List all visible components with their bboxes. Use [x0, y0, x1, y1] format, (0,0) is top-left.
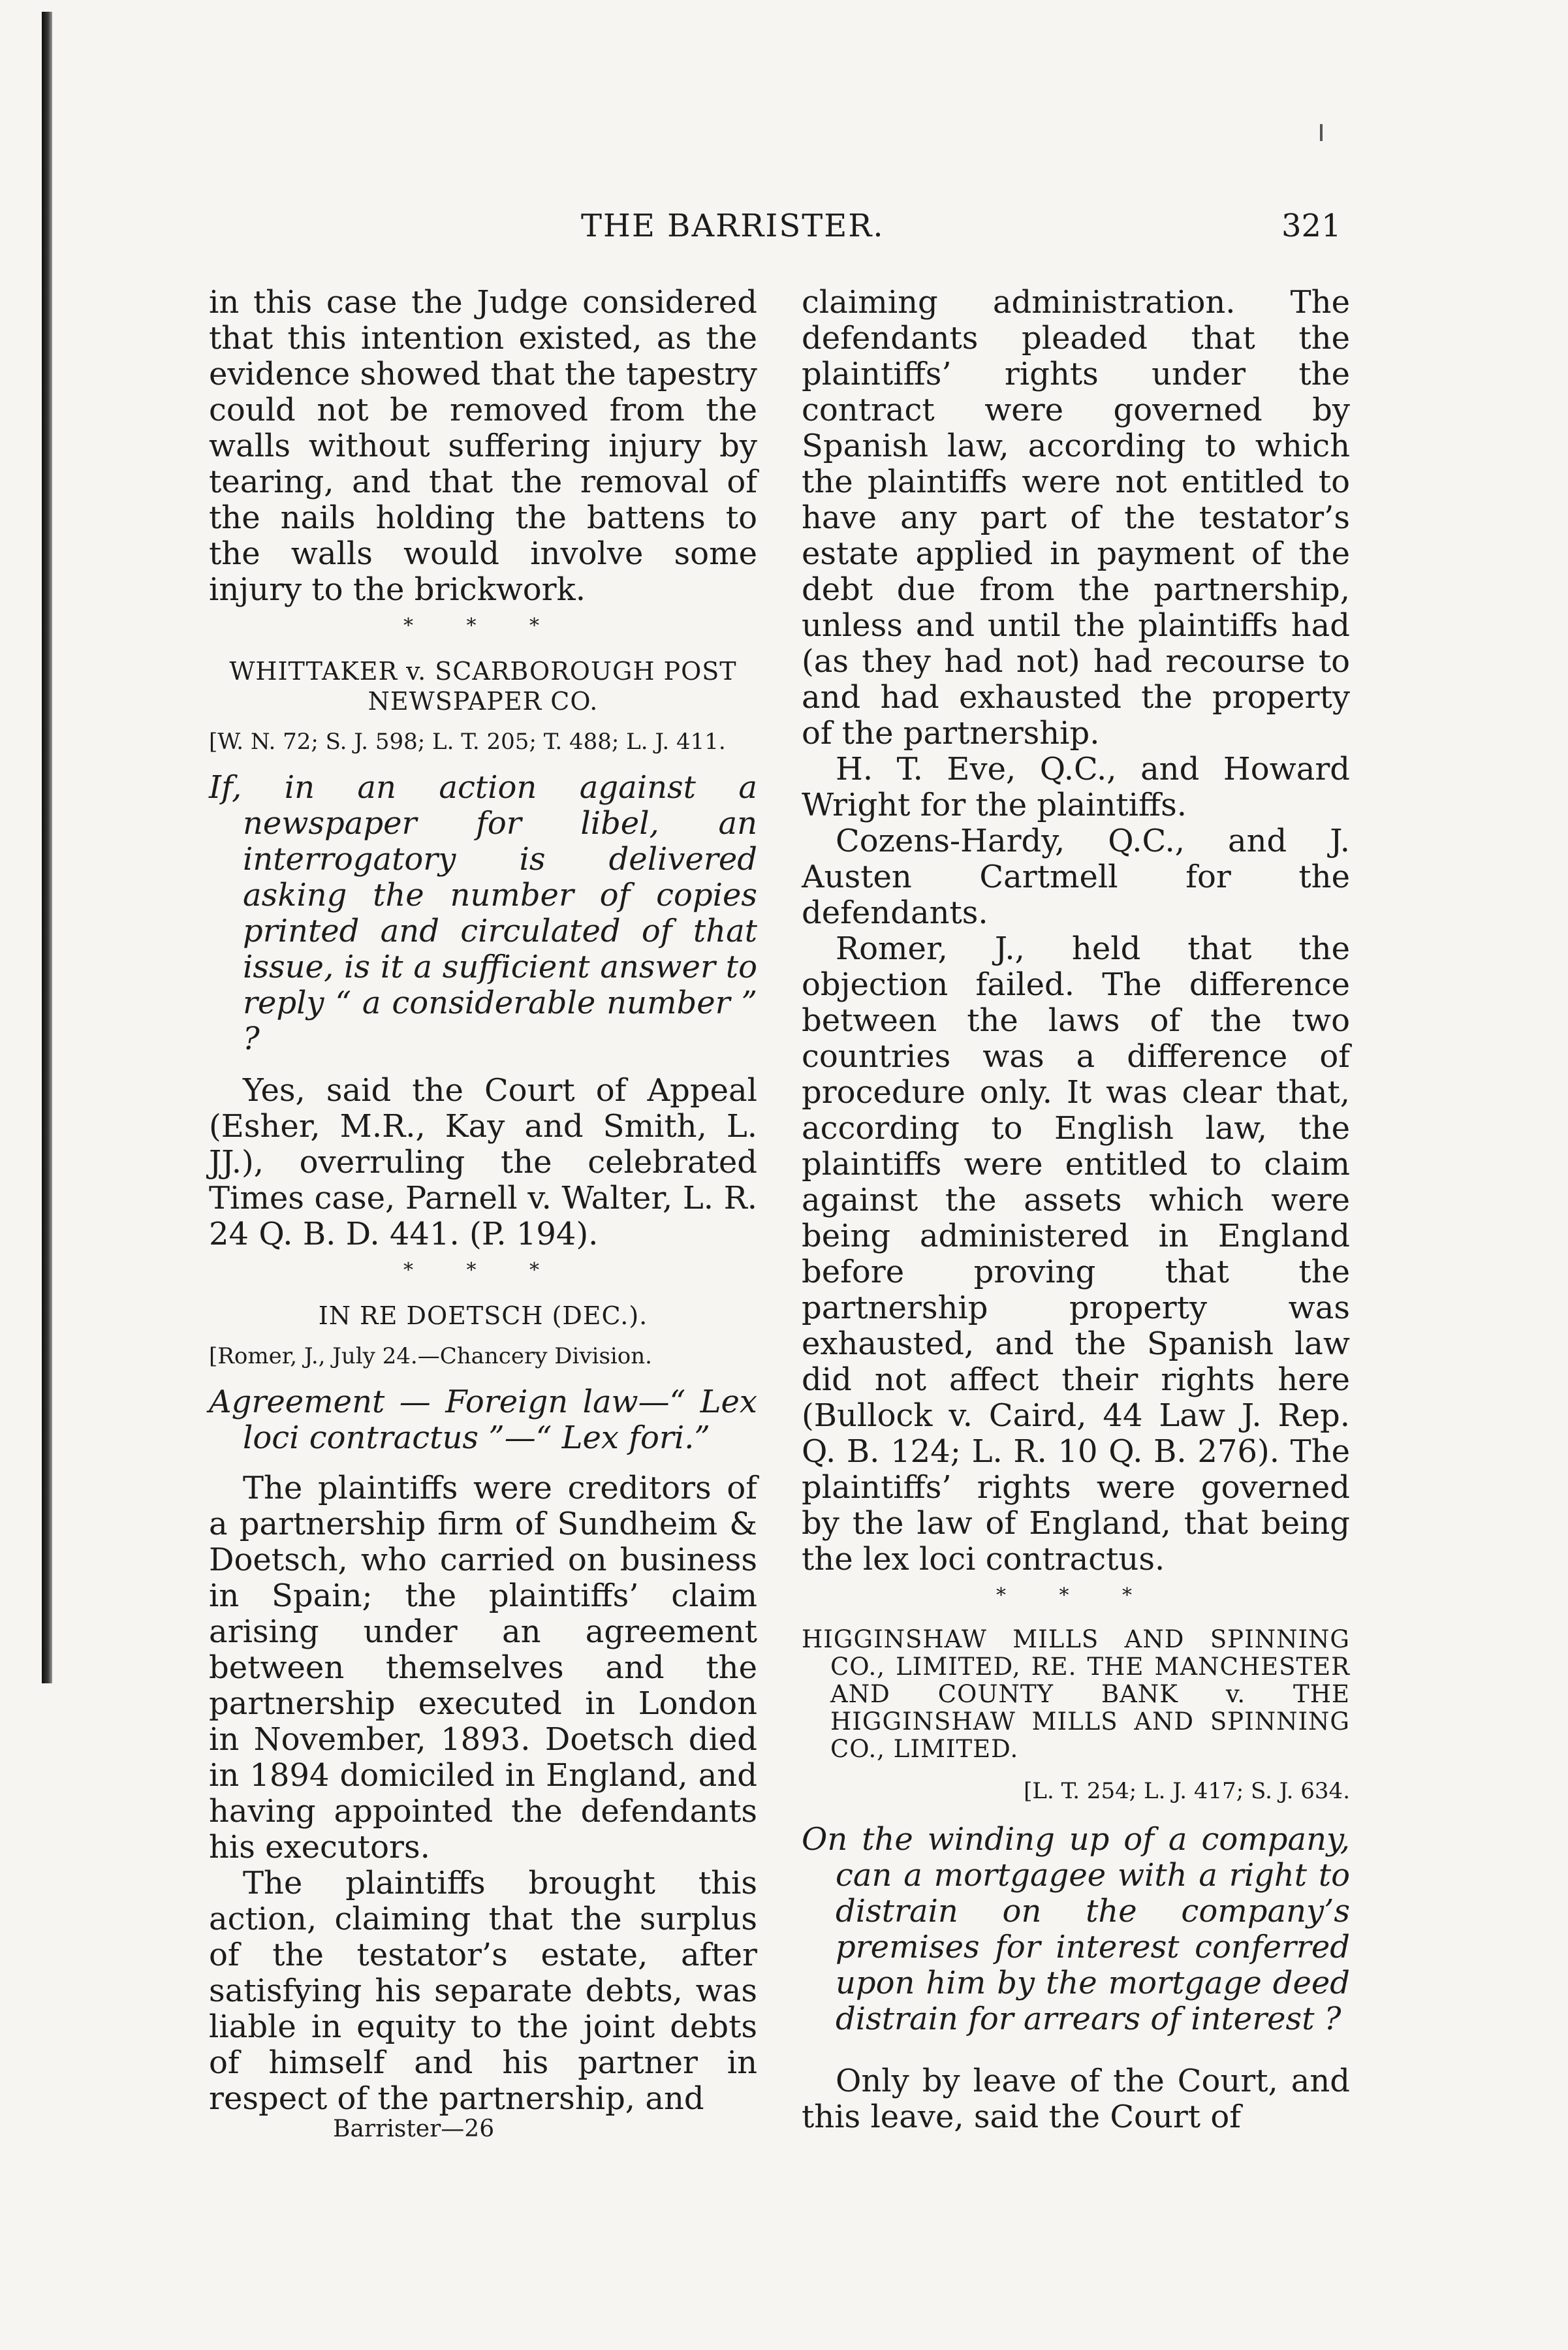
paragraph: Romer, J., held that the objection failed. The difference between the laws of the two countries was a difference of procedure only. It was clear that, according to English law, the plaintiffs were entitled to claim against the assets which were being administered in England before proving that the partnership property was exhausted, and the Spanish law did not affect their rights here (Bullock v. Caird, 44 Law J. Rep. Q. B. 124; L. R. 10 Q. B. 276). The plaintiffs’ rights were governed by the law of England, that being the lex loci contractus.	[802, 930, 1350, 1578]
case-citation: [W. N. 72; S. J. 598; L. T. 205; T. 488; L. J. 411.	[209, 729, 726, 755]
signature-mark: Barrister—26	[333, 2116, 495, 2142]
case-citation: [L. T. 254; L. J. 417; S. J. 634.	[1024, 1778, 1350, 1804]
stray-mark	[1320, 124, 1323, 141]
case-catchwords: Agreement — Foreign law—“ Lex loci contractus ”—“ Lex fori.”	[209, 1384, 757, 1456]
section-separator: * * *	[996, 1584, 1156, 1607]
paragraph: Yes, said the Court of Appeal (Esher, M.R., Kay and Smith, L. JJ.), overruling the celebrated Times case, Parnell v. Walter, L. R. 24 Q. B. D. 441. (P. 194).	[209, 1072, 757, 1252]
case-title: HIGGINSHAW MILLS AND SPINNING CO., LIMITED, RE. THE MANCHESTER AND COUNTY BANK v. THE HIGGINSHAW MILLS AND SPINNING CO., LIMITED.	[802, 1625, 1350, 1763]
right-column	[802, 285, 1350, 2135]
case-title: IN RE DOETSCH (DEC.).	[318, 1301, 648, 1330]
section-separator: * * *	[403, 1259, 563, 1282]
paragraph: Only by leave of the Court, and this leave, said the Court of	[802, 2063, 1350, 2135]
running-header-title: THE BARRISTER.	[581, 208, 885, 244]
paragraph: claiming administration. The defendants pleaded that the plaintiffs’ rights under the contract were governed by Spanish law, according to which the plaintiffs were not entitled to have any part of the testator’s estate applied in payment of the debt due from the partnership, unless and until the plaintiffs had (as they had not) had recourse to and had exhausted the property of the partnership.	[802, 284, 1350, 752]
page-binding-edge	[42, 12, 52, 1683]
paragraph: in this case the Judge considered that this intention existed, as the evidence showed that the tapestry could not be removed from the walls without suffering injury by tearing, and that the removal of the nails holding the battens to the walls would involve some injury to the brickwork.	[209, 284, 757, 608]
paragraph: H. T. Eve, Q.C., and Howard Wright for the plaintiffs.	[802, 751, 1350, 823]
section-separator: * * *	[403, 614, 563, 637]
paragraph: The plaintiffs were creditors of a partnership firm of Sundheim & Doetsch, who carried on business in Spain; the plaintiffs’ claim arising under an agreement between themselves and the partnership executed in London in November, 1893. Doetsch died in 1894 domiciled in England, and having appointed the defendants his executors.	[209, 1470, 757, 1866]
case-title: WHITTAKER v. SCARBOROUGH POST NEWSPAPER CO.	[229, 657, 737, 716]
paragraph: Cozens-Hardy, Q.C., and J. Austen Cartmell for the defendants.	[802, 823, 1350, 931]
paragraph: The plaintiffs brought this action, claiming that the surplus of the testator’s estate, after satisfying his separate debts, was liable in equity to the joint debts of himself and his partner in respect of the partnership, and	[209, 1865, 757, 2117]
left-column	[209, 285, 757, 2117]
page-number: 321	[1281, 208, 1341, 244]
case-headnote: If, in an action against a newspaper for libel, an interrogatory is delivered asking the number of copies printed and circulated of that issue, is it a sufficient answer to reply “ a considerable number ” ?	[209, 769, 757, 1057]
case-headnote: On the winding up of a company, can a mortgagee with a right to distrain on the company’s premises for interest conferred upon him by the mortgage deed distrain for arrears of interest ?	[802, 1821, 1350, 2037]
case-citation: [Romer, J., July 24.—Chancery Division.	[209, 1343, 652, 1369]
